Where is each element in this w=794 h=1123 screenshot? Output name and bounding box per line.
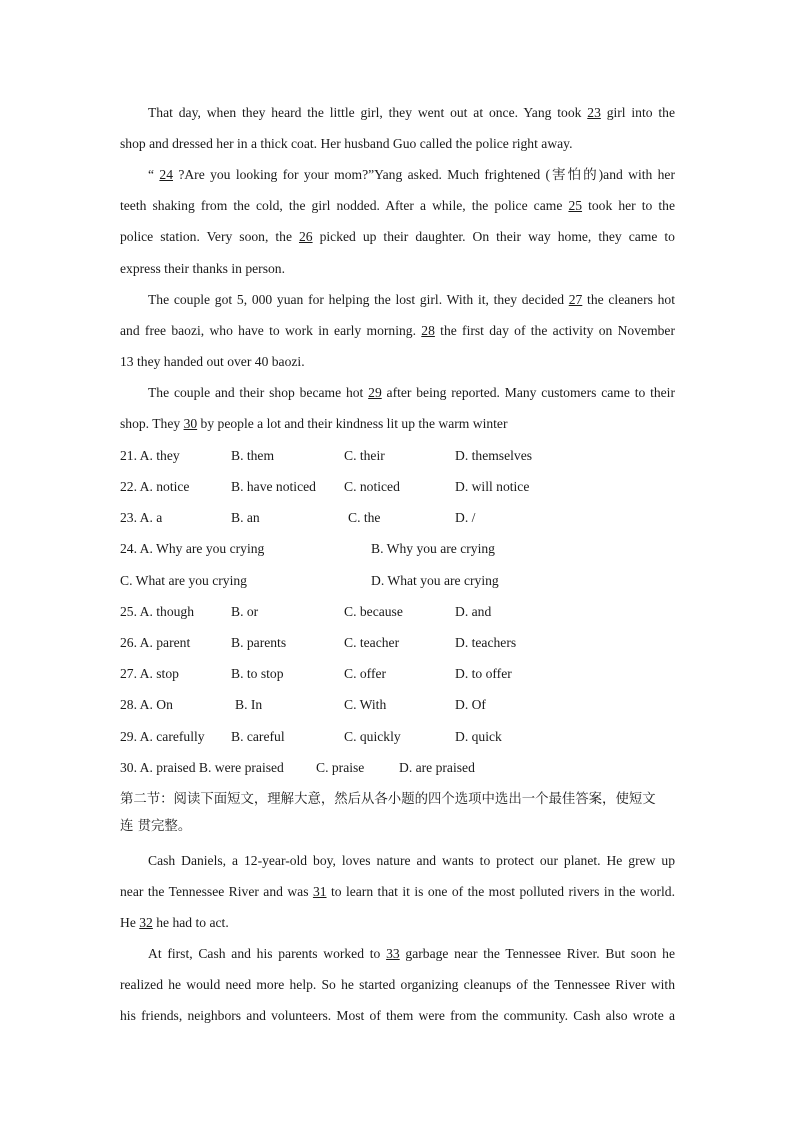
option-c: C. With xyxy=(344,697,387,712)
text-line: his friends, neighbors and volunteers. Most of them were from the community. Cash also wrote a xyxy=(120,1008,675,1024)
section-instructions xyxy=(120,786,676,840)
option-b: B. to stop xyxy=(231,666,284,681)
paragraph xyxy=(120,845,675,939)
text-line: shop and dressed her in a thick coat. Her husband Guo called the police right away. xyxy=(120,136,573,152)
option-b: B. careful xyxy=(231,729,285,744)
paragraph xyxy=(120,159,675,284)
option-c: C. the xyxy=(348,510,381,525)
option-b: B. parents xyxy=(231,635,287,650)
blank-31: 31 xyxy=(312,884,327,900)
option-a-b: 30. A. praised B. were praised xyxy=(120,760,284,775)
option-b: B. have noticed xyxy=(231,479,316,494)
text-line: near the Tennessee River and was 31 to learn that it is one of the most polluted rivers in the world. xyxy=(120,884,675,900)
option-c: C. their xyxy=(344,448,385,463)
option-a: 29. A. carefully xyxy=(120,729,205,744)
blank-29: 29 xyxy=(368,385,382,400)
text-line: express their thanks in person. xyxy=(120,260,285,276)
blank-24: 24 xyxy=(159,167,173,182)
text-line: police station. Very soon, the 26 picked up their daughter. On their way home, they came to xyxy=(120,229,675,245)
option-a: 22. A. notice xyxy=(120,479,190,494)
text-line: “ 24 ?Are you looking for your mom?”Yang asked. Much frightened (害怕的)and with her xyxy=(148,167,675,182)
text-line: shop. They 30 by people a lot and their kindness lit up the warm winter xyxy=(120,416,508,432)
option-c: C. noticed xyxy=(344,479,400,494)
blank-28: 28 xyxy=(421,323,435,339)
option-d: D. What you are crying xyxy=(371,573,499,588)
paragraph xyxy=(120,284,675,378)
text-line: Cash Daniels, a 12-year-old boy, loves nature and wants to protect our planet. He grew up xyxy=(148,853,675,868)
option-d: D. to offer xyxy=(455,666,512,681)
option-a: 23. A. a xyxy=(120,510,163,525)
option-c: C. offer xyxy=(344,666,387,681)
paragraph xyxy=(120,938,675,1032)
option-a: 26. A. parent xyxy=(120,635,191,650)
blank-27: 27 xyxy=(568,292,583,307)
option-d: D. will notice xyxy=(455,479,530,494)
option-c: C. because xyxy=(344,604,403,619)
text-line: He 32 he had to act. xyxy=(120,915,229,931)
option-a: 27. A. stop xyxy=(120,666,179,681)
option-d: D. and xyxy=(455,604,492,619)
option-b: B. them xyxy=(231,448,275,463)
option-c: C. teacher xyxy=(344,635,400,650)
option-d: D. / xyxy=(455,510,476,525)
option-c: C. praise xyxy=(316,760,365,775)
option-a: 25. A. though xyxy=(120,604,195,619)
option-d: D. themselves xyxy=(455,448,533,463)
instruction-line: 第二节：阅读下面短文，理解大意，然后从各小题的四个选项中选出一个最佳答案，使短文 xyxy=(120,792,656,807)
blank-23: 23 xyxy=(587,105,601,120)
text-line: That day, when they heard the little girl, they went out at once. Yang took 23 girl into the xyxy=(148,105,676,120)
text-line: At first, Cash and his parents worked to 33 garbage near the Tennessee River. But soon he xyxy=(148,946,676,961)
option-d: D. Of xyxy=(455,697,486,712)
option-c: C. What are you crying xyxy=(120,573,247,588)
paragraph xyxy=(120,97,675,159)
option-d: D. are praised xyxy=(399,760,475,775)
text-line: realized he would need more help. So he started organizing cleanups of the Tennessee River with xyxy=(120,977,675,993)
option-d: D. quick xyxy=(455,729,502,744)
text-line: The couple got 5, 000 yuan for helping the lost girl. With it, they decided 27 the cleaners hot xyxy=(148,292,675,307)
paragraph xyxy=(120,377,675,439)
blank-26: 26 xyxy=(298,229,313,245)
option-b: B. or xyxy=(231,604,259,619)
option-d: D. teachers xyxy=(455,635,517,650)
instruction-line: 连 贯完整。 xyxy=(120,819,192,834)
option-b: B. an xyxy=(231,510,260,525)
blank-33: 33 xyxy=(386,946,400,961)
option-a: 21. A. they xyxy=(120,448,180,463)
blank-30: 30 xyxy=(183,416,198,432)
blank-32: 32 xyxy=(139,915,153,931)
text-line: and free baozi, who have to work in early morning. 28 the first day of the activity on November xyxy=(120,323,675,339)
text-line: The couple and their shop became hot 29 after being reported. Many customers came to their xyxy=(148,385,675,400)
option-a: 28. A. On xyxy=(120,697,173,712)
text-line: teeth shaking from the cold, the girl nodded. After a while, the police came 25 took her to the xyxy=(120,198,676,214)
text-line: 13 they handed out over 40 baozi. xyxy=(120,354,305,370)
blank-25: 25 xyxy=(568,198,583,214)
option-b: B. In xyxy=(235,697,263,712)
option-a: 24. A. Why are you crying xyxy=(120,541,265,556)
option-c: C. quickly xyxy=(344,729,401,744)
option-b: B. Why you are crying xyxy=(371,541,495,556)
